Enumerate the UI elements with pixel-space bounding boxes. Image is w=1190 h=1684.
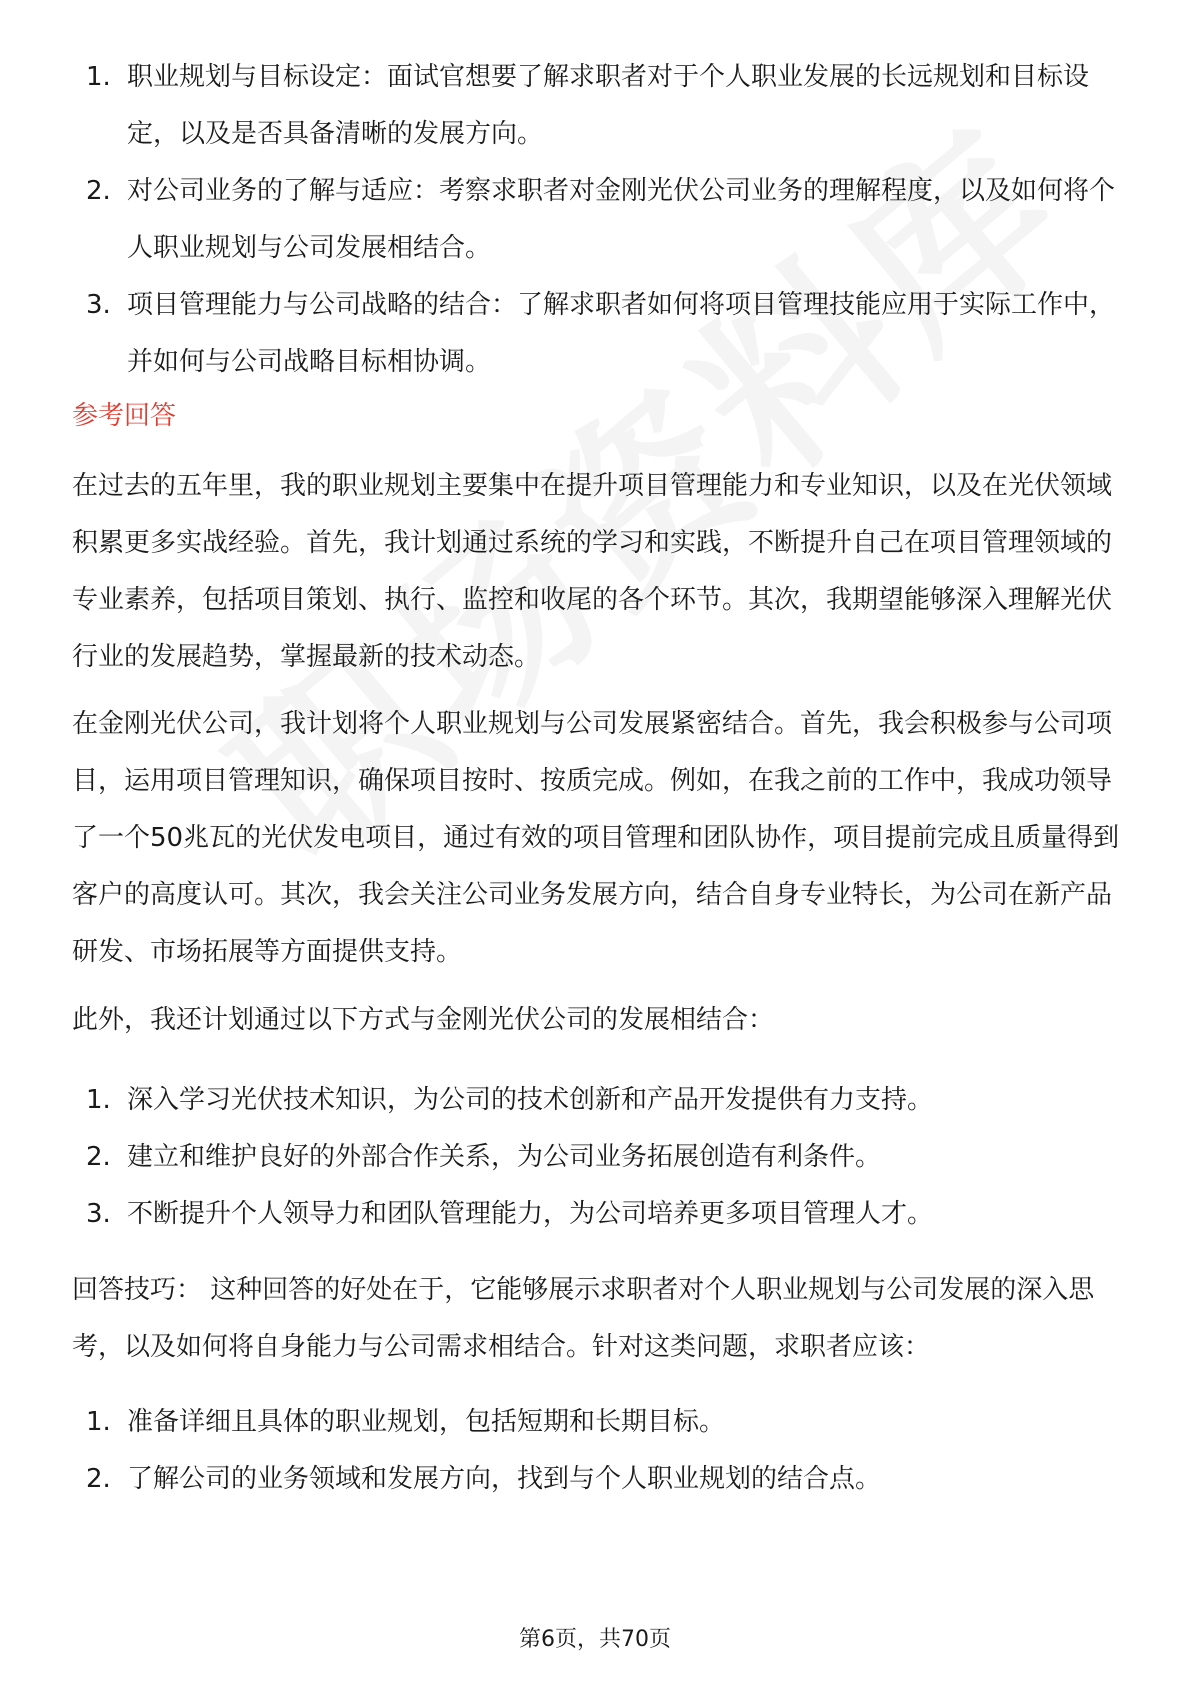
list-item — [72, 277, 1122, 391]
list-item-text: 准备详细且具体的职业规划，包括短期和长期目标。 — [127, 1407, 726, 1437]
page-number-footer: 第6页，共70页 — [519, 1627, 671, 1652]
list-item — [72, 1072, 1122, 1129]
list-item — [72, 1394, 1122, 1451]
list-item-text: 不断提升个人领导力和团队管理能力，为公司培养更多项目管理人才。 — [127, 1199, 934, 1229]
list-number: 2. — [86, 1142, 111, 1172]
list-item — [72, 1451, 1122, 1508]
answer-paragraph-1: 在过去的五年里，我的职业规划主要集中在提升项目管理能力和专业知识，以及在光伏领域积累更多实战经验。首先，我计划通过系统的学习和实践，不断提升自己在项目管理领域的专业素养，包括项目策划、执行、监控和收尾的各个环节。其次，我期望能够深入理解光伏行业的发展趋势，掌握最新的技术动态。 — [72, 471, 1113, 672]
section-heading: 参考回答 — [72, 401, 177, 431]
list-number: 2. — [86, 1464, 111, 1494]
list-number: 3. — [86, 1199, 111, 1229]
list-item — [72, 1129, 1122, 1186]
list-item-text: 建立和维护良好的外部合作关系，为公司业务拓展创造有利条件。 — [127, 1142, 882, 1172]
list-number: 3. — [86, 290, 111, 320]
list-item-text: 职业规划与目标设定：面试官想要了解求职者对于个人职业发展的长远规划和目标设定，以及是否具备清晰的发展方向。 — [127, 62, 1090, 149]
list-number: 1. — [86, 62, 111, 92]
tips-list — [72, 1394, 1122, 1508]
list-item-text: 了解公司的业务领域和发展方向，找到与个人职业规划的结合点。 — [127, 1464, 882, 1494]
list-number: 1. — [86, 1085, 111, 1115]
list-item-text: 对公司业务的了解与适应：考察求职者对金刚光伏公司业务的理解程度，以及如何将个人职业规划与公司发展相结合。 — [127, 176, 1116, 263]
answer-paragraph-3: 此外，我还计划通过以下方式与金刚光伏公司的发展相结合： — [72, 1005, 775, 1035]
answer-paragraph-2: 在金刚光伏公司，我计划将个人职业规划与公司发展紧密结合。首先，我会积极参与公司项目，运用项目管理知识，确保项目按时、按质完成。例如，在我之前的工作中，我成功领导了一个50兆瓦的光伏发电项目，通过有效的项目管理和团队协作，项目提前完成且质量得到客户的高度认可。其次，我会关注公司业务发展方向，结合自身专业特长，为公司在新产品研发、市场拓展等方面提供支持。 — [72, 709, 1120, 967]
list-number: 1. — [86, 1407, 111, 1437]
integration-methods-list — [72, 1072, 1122, 1243]
list-item-text: 项目管理能力与公司战略的结合：了解求职者如何将项目管理技能应用于实际工作中，并如何与公司战略目标相协调。 — [127, 290, 1116, 377]
evaluation-points-list — [72, 49, 1122, 391]
list-item — [72, 163, 1122, 277]
list-item — [72, 49, 1122, 163]
list-item-text: 深入学习光伏技术知识，为公司的技术创新和产品开发提供有力支持。 — [127, 1085, 934, 1115]
answer-tips-paragraph: 回答技巧： 这种回答的好处在于，它能够展示求职者对个人职业规划与公司发展的深入思考，以及如何将自身能力与公司需求相结合。针对这类问题，求职者应该： — [72, 1275, 1095, 1362]
list-number: 2. — [86, 176, 111, 206]
list-item — [72, 1186, 1122, 1243]
